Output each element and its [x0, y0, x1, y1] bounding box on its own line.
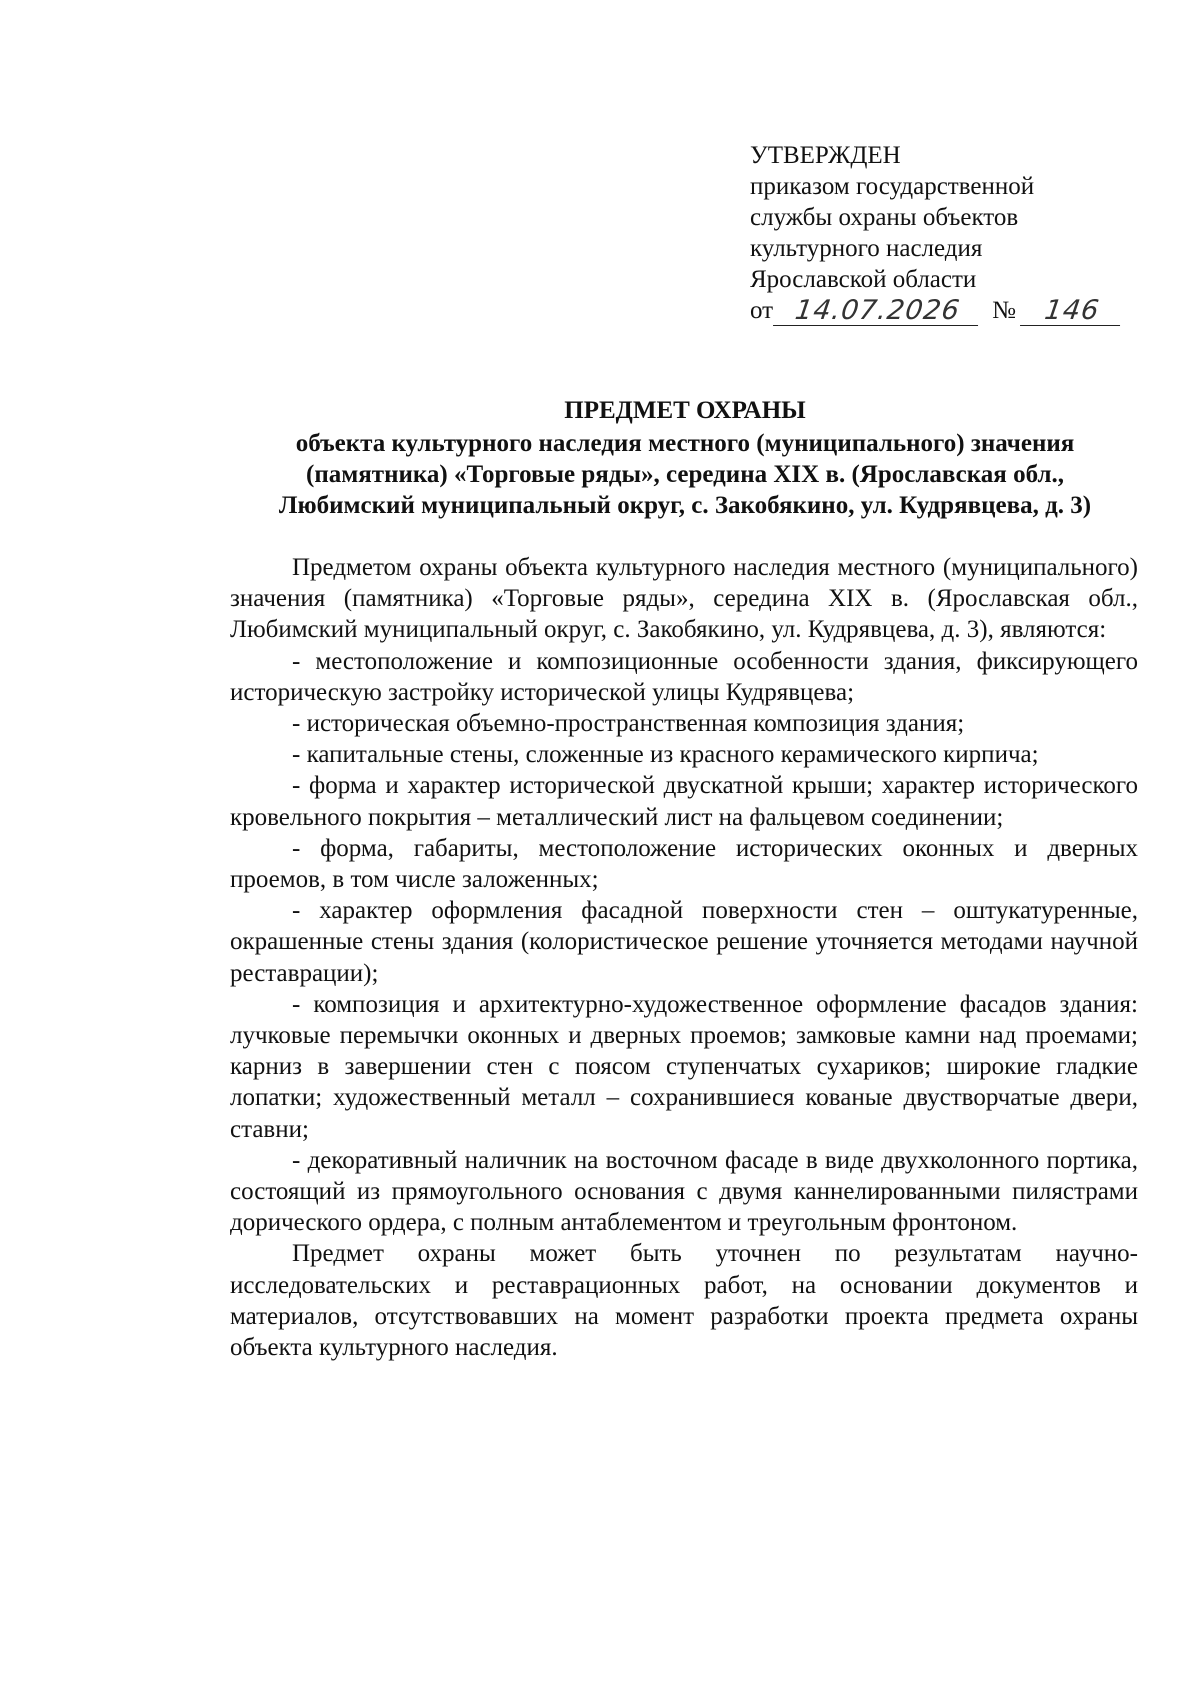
- list-item: - композиция и архитектурно-художественное оформление фасадов здания: лучковые перемычки оконных и дверных проемов; замковые камни над проемами; карниз в завершении стен с поясом ступенчатых сухариков; широкие гладкие лопатки; художественный металл – сохранившиеся кованые двустворчатые двери, ставни;: [230, 990, 1138, 1143]
- approval-line: Ярославской области: [750, 266, 977, 293]
- approval-line: культурного наследия: [750, 235, 983, 262]
- document-subtitle-line: Любимский муниципальный округ, с. Закобякино, ул. Кудрявцева, д. 3): [278, 492, 1092, 519]
- order-date: 14.07.2026: [773, 297, 982, 326]
- document-body: [230, 552, 1138, 1363]
- approval-heading: УТВЕРЖДЕН: [750, 142, 901, 169]
- list-item: - историческая объемно-пространственная композиция здания;: [292, 710, 965, 738]
- intro-paragraph: Предметом охраны объекта культурного наследия местного (муниципального) значения (памятника) «Торговые ряды», середина XIX в. (Ярославская обл., Любимский муниципальный округ, с. Закобякино, ул. Кудрявцева, д. 3), являются:: [230, 554, 1138, 644]
- list-item: - характер оформления фасадной поверхности стен – оштукатуренные, окрашенные стены здания (колористическое решение уточняется методами научной реставрации);: [230, 897, 1138, 987]
- order-number: 146: [1020, 297, 1124, 326]
- number-label: №: [992, 297, 1016, 324]
- approval-line: приказом государственной: [750, 173, 1035, 200]
- list-item: - форма, габариты, местоположение исторических оконных и дверных проемов, в том числе заложенных;: [230, 834, 1138, 894]
- list-item: - местоположение и композиционные особенности здания, фиксирующего историческую застройку исторической улицы Кудрявцева;: [230, 647, 1138, 706]
- order-date-number-line: [750, 295, 1130, 326]
- list-item: - декоративный наличник на восточном фасаде в виде двухколонного портика, состоящий из прямоугольного основания с двумя каннелированными пилястрами дорического ордера, с полным антаблементом и треугольным фронтоном.: [230, 1146, 1138, 1237]
- approval-stamp-block: [750, 140, 1130, 326]
- document-subtitle-line: объекта культурного наследия местного (муниципального) значения: [295, 430, 1075, 457]
- document-subtitle-line: (памятника) «Торговые ряды», середина XIX в. (Ярославская обл.,: [306, 461, 1064, 488]
- document-title: ПРЕДМЕТ ОХРАНЫ: [564, 397, 806, 424]
- approval-line: службы охраны объектов: [750, 204, 1019, 231]
- document-title-block: [230, 395, 1140, 521]
- from-label: от: [750, 297, 774, 324]
- list-item: - форма и характер исторической двускатной крыши; характер исторического кровельного покрытия – металлический лист на фальцевом соединении;: [230, 772, 1138, 831]
- list-item: - капитальные стены, сложенные из красного керамического кирпича;: [292, 741, 1039, 769]
- closing-paragraph: Предмет охраны может быть уточнен по результатам научно-исследовательских и реставрационных работ, на основании документов и материалов, отсутствовавших на момент разработки проекта предмета охраны объекта культурного наследия.: [230, 1240, 1138, 1362]
